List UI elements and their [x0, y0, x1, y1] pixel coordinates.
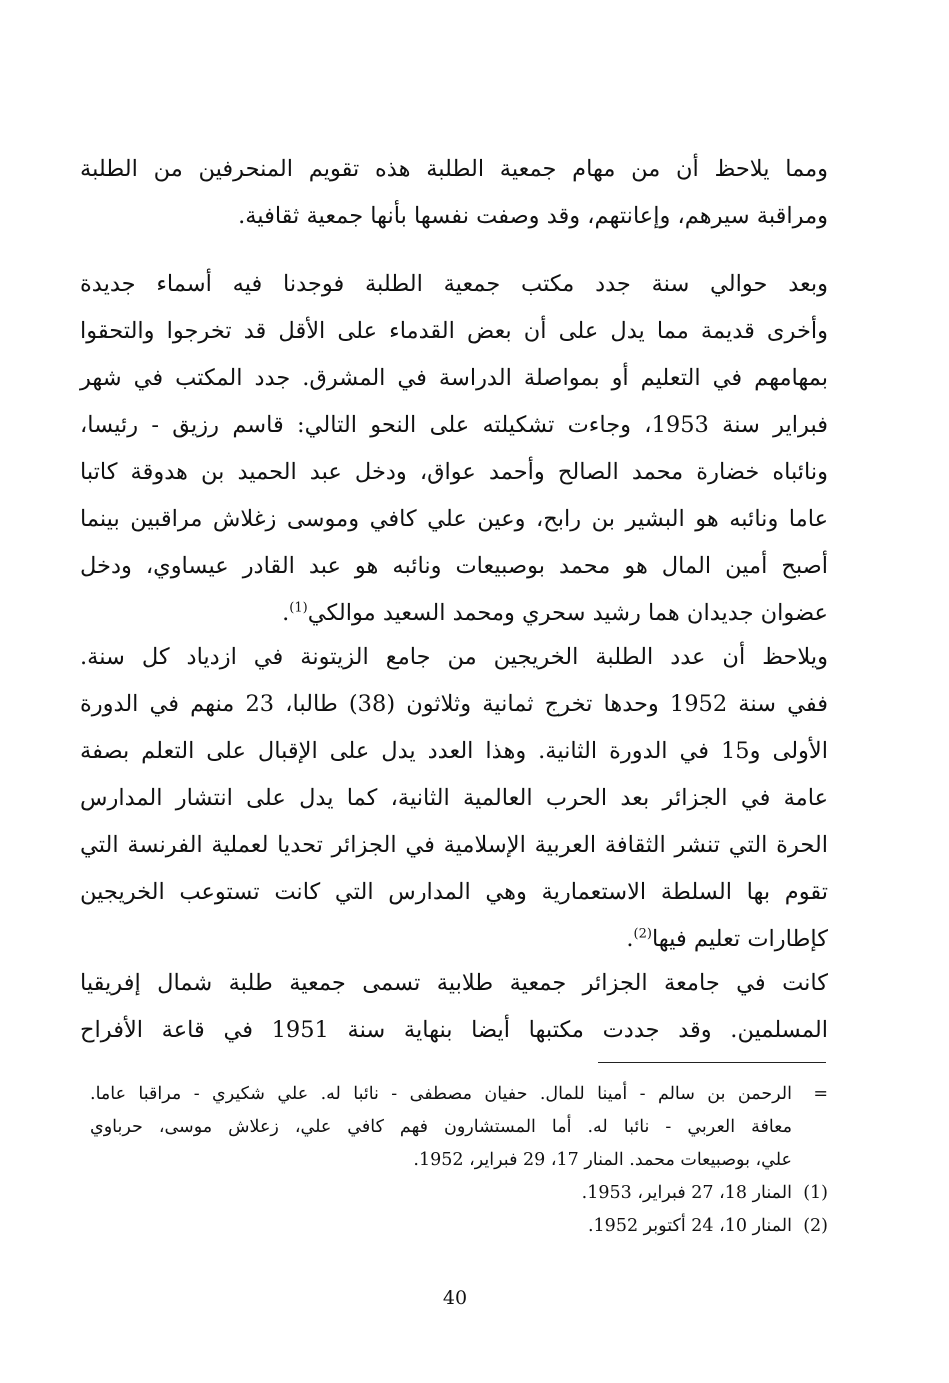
footnote-separator	[598, 1062, 826, 1063]
paragraph-line: بمهامهم في التعليم أو بمواصلة الدراسة في المشرق. جدد المكتب في شهر	[80, 365, 828, 391]
paragraph-4	[80, 960, 828, 1054]
paragraph-line	[80, 916, 828, 963]
paragraph-line: وبعد حوالي سنة جدد مكتب جمعية الطلبة فوجدنا فيه أسماء جديدة	[80, 271, 828, 297]
line-text: كإطارات تعليم فيها	[651, 926, 828, 952]
paragraph-line: الحرة التي تنشر الثقافة العربية الإسلامية في الجزائر تحديا لعملية الفرنسة التي	[80, 832, 828, 858]
paragraph-line: ويلاحظ أن عدد الطلبة الخريجين من جامع الزيتونة في ازدياد كل سنة.	[80, 644, 828, 670]
footnotes	[90, 1078, 828, 1243]
footnote-line: الرحمن بن سالم - أمينا للمال. حفيان مصطفى - نائبا له. علي شكيري - مراقبا عاما.	[90, 1084, 792, 1104]
paragraph-line: كانت في جامعة الجزائر جمعية طلابية تسمى جمعية طلبة شمال إفريقيا	[80, 970, 828, 996]
footnote-body	[90, 1078, 792, 1177]
paragraph-line: ومراقبة سيرهم، وإعانتهم، وقد وصفت نفسها بأنها جمعية ثقافية.	[238, 203, 828, 229]
paragraph-line: ونائباه خضارة محمد الصالح وأحمد عواق، ودخل عبد الحميد بن هدوقة كاتبا	[80, 459, 828, 485]
paragraph-2	[80, 261, 828, 637]
paragraph-line: عاما ونائبه هو البشير بن رابح، وعين علي كافي وموسى زغلاش مراقبين بينما	[80, 506, 828, 532]
paragraph-line: الأولى و15 في الدورة الثانية. وهذا العدد يدل على الإقبال على التعلم بصفة	[80, 738, 829, 764]
paragraph-line: تقوم بها السلطة الاستعمارية وهي المدارس التي كانت تستوعب الخريجين	[80, 879, 828, 905]
footnote-2	[90, 1210, 828, 1243]
footnote-1	[90, 1177, 828, 1210]
paragraph-3	[80, 634, 828, 963]
paragraph-line: فبراير سنة 1953، وجاءت تشكيلته على النحو التالي: قاسم رزيق - رئيسا،	[80, 412, 829, 438]
paragraph-line: ففي سنة 1952 وحدها تخرج ثمانية وثلاثون (38) طالبا، 23 منهم في الدورة	[80, 691, 828, 717]
footnote-marker: (2)	[803, 1216, 828, 1236]
footnote-text: المنار 10، 24 أكتوبر 1952.	[587, 1216, 792, 1236]
paragraph-line: المسلمين. وقد جددت مكتبها أيضا بنهاية سنة 1951 في قاعة الأفراح	[80, 1017, 828, 1043]
sentence-end: .	[282, 600, 290, 626]
footnote-line: معافة العربي - نائبا له. أما المستشارون فهم كافي علي، زعلاش موسى، حرباوي	[90, 1117, 792, 1137]
page-number: 40	[442, 1287, 468, 1309]
line-text: عضوان جديدان هما رشيد سحري ومحمد السعيد موالكي	[307, 600, 828, 626]
paragraph-line	[80, 590, 828, 637]
footnote-reference: (2)	[633, 926, 652, 942]
sentence-end: .	[626, 926, 634, 952]
footnote-continuation	[90, 1078, 828, 1177]
paragraph-line: أصبح أمين المال هو محمد بوصبيعات ونائبه هو عبد القادر عيساوي، ودخل	[80, 553, 828, 579]
paragraph-line: عامة في الجزائر بعد الحرب العالمية الثانية، كما يدل على انتشار المدارس	[80, 785, 828, 811]
footnote-reference: (1)	[289, 600, 308, 616]
footnote-marker: (1)	[803, 1183, 828, 1203]
continuation-marker: =	[813, 1084, 828, 1104]
paragraph-line: ومما يلاحظ أن من مهام جمعية الطلبة هذه تقويم المنحرفين من الطلبة	[80, 156, 828, 182]
footnote-text: المنار 18، 27 فبراير، 1953.	[581, 1183, 792, 1203]
paragraph-1	[80, 146, 828, 240]
paragraph-line: وأخرى قديمة مما يدل على أن بعض القدماء على الأقل قد تخرجوا والتحقوا	[80, 318, 828, 344]
footnote-line: علي، بوصبيعات محمد. المنار 17، 29 فبراير، 1952.	[413, 1150, 792, 1170]
